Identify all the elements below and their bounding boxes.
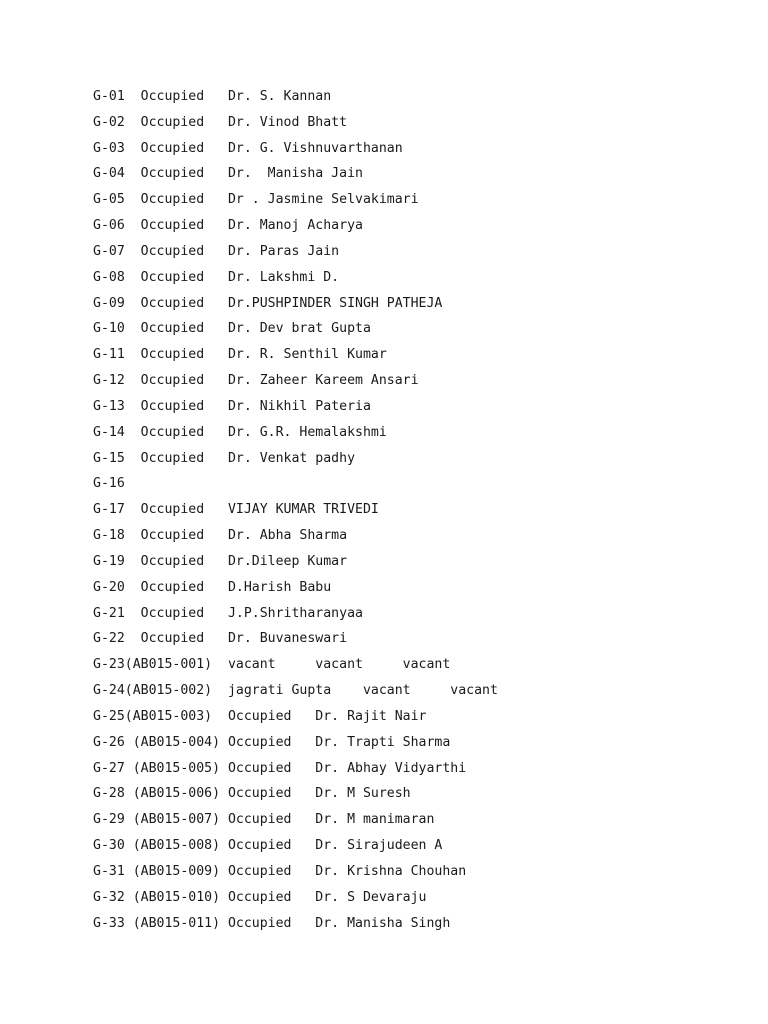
room-row: G-14 Occupied Dr. G.R. Hemalakshmi (93, 424, 387, 440)
room-row: G-28 (AB015-006) Occupied Dr. M Suresh (93, 786, 411, 802)
room-row: G-03 Occupied Dr. G. Vishnuvarthanan (93, 140, 403, 156)
room-row: G-11 Occupied Dr. R. Senthil Kumar (93, 347, 387, 363)
room-row: G-15 Occupied Dr. Venkat padhy (93, 450, 356, 466)
room-row: G-31 (AB015-009) Occupied Dr. Krishna Chouhan (93, 863, 467, 879)
room-row: G-23(AB015-001) vacant vacant vacant (93, 657, 451, 673)
room-row: G-18 Occupied Dr. Abha Sharma (93, 528, 348, 544)
room-row: G-24(AB015-002) jagrati Gupta vacant vacant (93, 683, 498, 699)
room-row: G-20 Occupied D.Harish Babu (93, 579, 332, 595)
room-row: G-29 (AB015-007) Occupied Dr. M manimaran (93, 812, 435, 828)
room-row: G-10 Occupied Dr. Dev brat Gupta (93, 321, 371, 337)
room-row: G-05 Occupied Dr . Jasmine Selvakimari (93, 192, 419, 208)
room-row: G-17 Occupied VIJAY KUMAR TRIVEDI (93, 502, 379, 518)
room-row: G-30 (AB015-008) Occupied Dr. Sirajudeen A (93, 838, 443, 854)
room-row: G-26 (AB015-004) Occupied Dr. Trapti Sharma (93, 734, 451, 750)
room-row: G-04 Occupied Dr. Manisha Jain (93, 166, 363, 182)
room-row: G-07 Occupied Dr. Paras Jain (93, 243, 340, 259)
room-row: G-06 Occupied Dr. Manoj Acharya (93, 218, 363, 234)
room-row: G-12 Occupied Dr. Zaheer Kareem Ansari (93, 373, 419, 389)
room-row: G-25(AB015-003) Occupied Dr. Rajit Nair (93, 708, 427, 724)
room-row: G-16 (93, 476, 125, 492)
room-row: G-32 (AB015-010) Occupied Dr. S Devaraju (93, 889, 427, 905)
room-row: G-27 (AB015-005) Occupied Dr. Abhay Vidyarthi (93, 760, 467, 776)
room-row: G-22 Occupied Dr. Buvaneswari (93, 631, 348, 647)
room-row: G-09 Occupied Dr.PUSHPINDER SINGH PATHEJA (93, 295, 443, 311)
room-row: G-13 Occupied Dr. Nikhil Pateria (93, 398, 371, 414)
room-row: G-02 Occupied Dr. Vinod Bhatt (93, 114, 348, 130)
room-row: G-19 Occupied Dr.Dileep Kumar (93, 553, 348, 569)
room-row: G-21 Occupied J.P.Shritharanyaa (93, 605, 363, 621)
room-row: G-33 (AB015-011) Occupied Dr. Manisha Singh (93, 915, 451, 931)
room-row: G-08 Occupied Dr. Lakshmi D. (93, 269, 340, 285)
room-allocation-list (93, 84, 733, 936)
room-row: G-01 Occupied Dr. S. Kannan (93, 89, 332, 104)
